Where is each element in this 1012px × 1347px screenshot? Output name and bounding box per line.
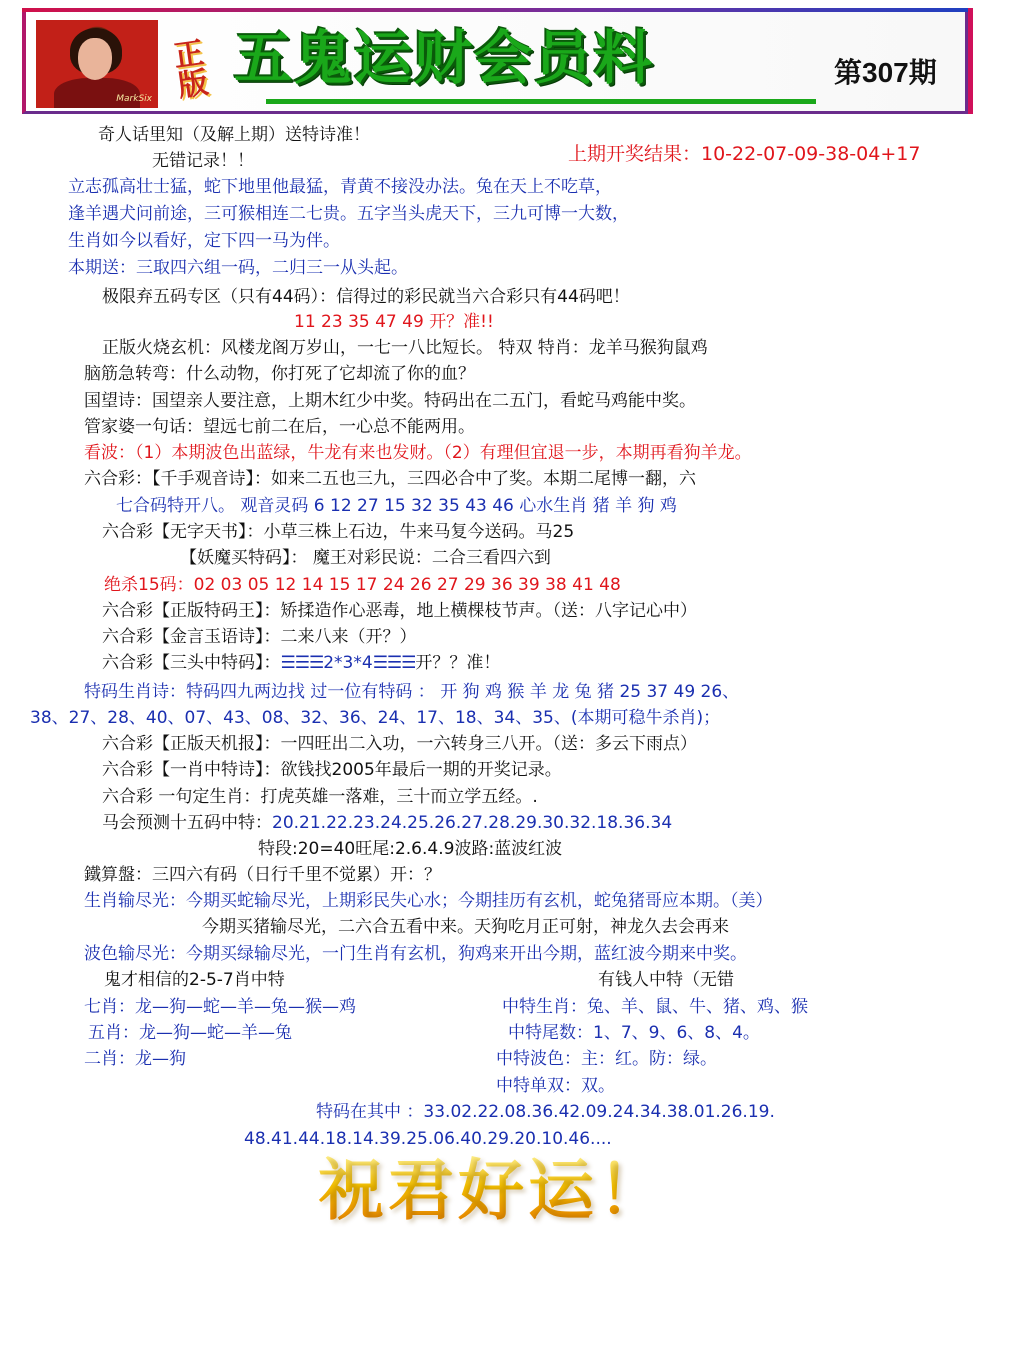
yaomo-line: 【妖魔买特码】： 魔王对彩民说：二合三看四六到 bbox=[180, 548, 551, 568]
jinyan-line: 六合彩【金言玉语诗】：二来八来（开？） bbox=[102, 627, 417, 647]
qianshou-line-1: 六合彩：【千手观音诗】：如来二五也三九，三四必合中了奖。本期二尾博一翻，六 bbox=[84, 469, 696, 489]
tema-line-2: 48.41.44.18.14.39.25.06.40.29.20.10.46.... bbox=[244, 1129, 612, 1149]
header-banner bbox=[22, 8, 968, 114]
naojin-line: 脑筋急转弯：什么动物，你打死了它却流了你的血？ bbox=[84, 364, 475, 384]
yiju-line bbox=[102, 786, 538, 808]
guanjia-line: 管家婆一句话：望远七前二在后，一心总不能两用。 bbox=[84, 417, 475, 437]
poem-line-1: 立志孤高壮士猛，蛇下地里他最猛，青黄不接没办法。兔在天上不吃草， bbox=[68, 177, 612, 197]
title-underline bbox=[266, 99, 816, 104]
blessing-text: 祝君好运！ bbox=[318, 1151, 668, 1229]
tiesuan-line: 鐵算盤：三四六有码（日行千里不觉累）开：？ bbox=[84, 865, 441, 885]
photo-watermark: MarkSix bbox=[116, 94, 152, 104]
mahui-label: 马会预测十五码中特： bbox=[102, 813, 272, 833]
yiju-text: 打虎英雄一落难，三十而立学五经。. bbox=[260, 787, 538, 807]
left-er-xiao: 二肖：龙—狗 bbox=[84, 1049, 186, 1069]
mahui-numbers: 20.21.22.23.24.25.26.27.28.29.30.32.18.36.34 bbox=[272, 813, 673, 833]
intro-line-2: 无错记录！！ bbox=[152, 151, 254, 171]
kanbo-line: 看波：（1）本期波色出蓝绿，牛龙有来也发财。（2）有理但宜退一步，本期再看狗羊龙。 bbox=[84, 443, 752, 463]
qianshou-line-2: 七合码特开八。 观音灵码 6 12 27 15 32 35 43 46 心水生肖 猪 羊 狗 鸡 bbox=[116, 496, 677, 516]
guowang-line: 国望诗：国望亲人要注意，上期木红少中奖。特码出在二五门，看蛇马鸡能中奖。 bbox=[84, 391, 696, 411]
shengxiao-line-1: 特码生肖诗：特码四九两边找 过一位有特码 ： 开 狗 鸡 猴 羊 龙 兔 猪 25 37 49 26、 bbox=[84, 682, 740, 702]
left-wu-xiao: 五肖：龙—狗—蛇—羊—兔 bbox=[88, 1023, 292, 1043]
right-weishu: 中特尾数：1、7、9、6、8、4。 bbox=[508, 1023, 760, 1043]
left-qi-xiao: 七肖：龙—狗—蛇—羊—兔—猴—鸡 bbox=[84, 997, 356, 1017]
tianji-line: 六合彩【正版天机报】：一四旺出二入功，一六转身三八开。（送：多云下雨点） bbox=[102, 734, 697, 754]
jixian-numbers: 11 23 35 47 49 开？准!! bbox=[294, 312, 494, 332]
santou-prefix: 六合彩【三头中特码】： bbox=[102, 653, 281, 673]
huoshao-line: 正版火烧玄机：风楼龙阁万岁山，一七一八比短长。 特双 特肖：龙羊马猴狗鼠鸡 bbox=[102, 338, 708, 358]
intro-line-1: 奇人话里知（及解上期）送特诗准！ bbox=[98, 125, 370, 145]
zhengban-stamp: 正版 bbox=[171, 35, 211, 105]
wuzi-line: 六合彩【无字天书】：小草三株上石边，牛来马复今送码。马25 bbox=[102, 522, 575, 542]
santou-suffix: 开？？准！ bbox=[415, 653, 501, 673]
shengxiao-line-2: 38、27、28、40、07、43、08、32、36、24、17、18、34、35、(本期可稳牛杀肖)； bbox=[30, 708, 721, 728]
shuxian-line-2: 今期买猪输尽光，二六合五看中来。天狗吃月正可射，神龙久去会再来 bbox=[202, 917, 729, 937]
poem-line-4: 本期送：三取四六组一码，二归三一从头起。 bbox=[68, 258, 408, 278]
yixiao-line: 六合彩【一肖中特诗】：欲钱找2005年最后一期的开奖记录。 bbox=[102, 760, 562, 780]
poem-line-3: 生肖如今以看好，定下四一马为伴。 bbox=[68, 231, 340, 251]
left-col-heading: 鬼才相信的2-5-7肖中特 bbox=[104, 970, 285, 990]
right-shengxiao: 中特生肖：兔、羊、鼠、牛、猪、鸡、猴 bbox=[502, 997, 808, 1017]
yiju-label: 六合彩 一句定生肖： bbox=[102, 787, 261, 807]
issue-number: 第307期 bbox=[834, 57, 937, 88]
santou-bars-2: ☰☰☰ bbox=[372, 653, 416, 673]
tema-line-1: 特码在其中 ：33.02.22.08.36.42.09.24.34.38.01.26.19. bbox=[316, 1102, 775, 1122]
page-title: 五鬼运财会员料 bbox=[234, 24, 655, 92]
bose-line: 波色输尽光：今期买绿输尽光，一门生肖有玄机，狗鸡来开出今期，蓝红波今期来中奖。 bbox=[84, 944, 747, 964]
jixian-line: 极限弃五码专区（只有44码）：信得过的彩民就当六合彩只有44码吧！ bbox=[102, 287, 630, 307]
juesha-line: 绝杀15码：02 03 05 12 14 15 17 24 26 27 29 36 39 38 41 48 bbox=[104, 575, 621, 595]
santou-bars-1: ☰☰☰ bbox=[280, 653, 324, 673]
portrait-photo bbox=[36, 20, 158, 108]
tema-wang-line: 六合彩【正版特码王】：矫揉造作心恶毒，地上横棵枝节声。（送：八字记心中） bbox=[102, 601, 697, 621]
santou-line bbox=[102, 652, 500, 674]
santou-mid: 2*3*4 bbox=[323, 653, 373, 673]
shuxian-line-1: 生肖输尽光：今期买蛇输尽光，上期彩民失心水；今期挂历有玄机，蛇兔猪哥应本期。（美） bbox=[84, 891, 773, 911]
last-result: 上期开奖结果：10-22-07-09-38-04+17 bbox=[568, 143, 921, 165]
right-col-heading: 有钱人中特（无错 bbox=[598, 970, 734, 990]
right-bose: 中特波色：主：红。防：绿。 bbox=[496, 1049, 717, 1069]
right-danshuang: 中特单双：双。 bbox=[496, 1076, 615, 1096]
teduan-line: 特段:20=40旺尾:2.6.4.9波路:蓝波红波 bbox=[258, 839, 563, 859]
poem-line-2: 逢羊遇犬问前途，三可猴相连二七贵。五字当头虎天下，三九可博一大数， bbox=[68, 204, 629, 224]
mahui-line bbox=[102, 812, 672, 834]
